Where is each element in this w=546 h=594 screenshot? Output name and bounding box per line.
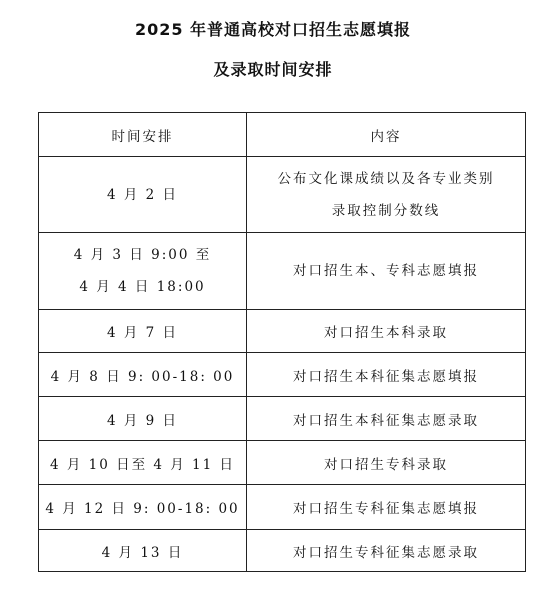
table-row (39, 310, 526, 353)
content-cell: 对口招生本科征集志愿录取 (247, 397, 526, 441)
header-content: 内容 (247, 113, 526, 157)
time-text: 4 月 4 日 18:00 (79, 279, 206, 295)
table-row (39, 353, 526, 397)
table-row (39, 233, 526, 310)
content-cell: 对口招生专科录取 (247, 441, 526, 485)
table-row (39, 530, 526, 572)
content-cell: 对口招生专科征集志愿填报 (247, 485, 526, 530)
header-time: 时间安排 (39, 113, 247, 157)
content-cell: 对口招生本科录取 (247, 310, 526, 353)
content-text: 录取控制分数线 (331, 202, 441, 219)
content-text: 公布文化课成绩以及各专业类别 (277, 170, 495, 187)
time-cell: 4 月 12 日 9: 00-18: 00 (39, 485, 247, 530)
time-cell: 4 月 9 日 (39, 397, 247, 441)
time-cell: 4 月 13 日 (39, 530, 247, 572)
table-row (39, 441, 526, 485)
table-header-row (39, 113, 526, 157)
content-cell (247, 233, 526, 310)
document-title-line-2: 及录取时间安排 (213, 60, 333, 79)
time-cell (39, 157, 247, 233)
time-text: 4 月 2 日 (106, 186, 179, 203)
content-cell: 对口招生专科征集志愿录取 (247, 530, 526, 572)
content-text: 对口招生本、专科志愿填报 (293, 263, 479, 279)
time-cell: 4 月 10 日至 4 月 11 日 (39, 441, 247, 485)
table-row (39, 157, 526, 233)
schedule-table (38, 112, 526, 572)
time-cell: 4 月 8 日 9: 00-18: 00 (39, 353, 247, 397)
document-title-line-1: 2025 年普通高校对口招生志愿填报 (134, 20, 412, 39)
time-cell (39, 233, 247, 310)
table-row (39, 485, 526, 530)
table-row (39, 397, 526, 441)
content-cell: 对口招生本科征集志愿填报 (247, 353, 526, 397)
time-cell: 4 月 7 日 (39, 310, 247, 353)
content-cell (247, 157, 526, 233)
time-text: 4 月 3 日 9:00 至 (73, 247, 212, 263)
